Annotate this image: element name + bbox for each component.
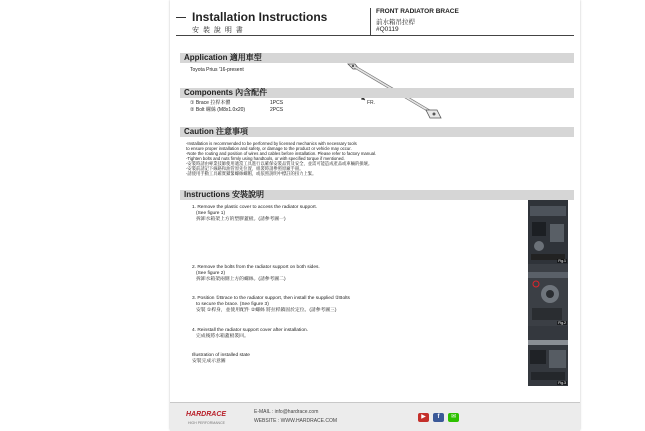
caution-heading: Caution 注意事項 xyxy=(180,127,574,137)
caution-line: -安裝前請記下線路和油管原先位置，組裝時請參照原廠手冊。 xyxy=(186,166,304,171)
components-heading: Components 內含配件 xyxy=(180,88,574,98)
caution-line: -Note the routing and position of wires and cables before installation. Please refer to factory manual. xyxy=(186,151,377,156)
figure-1-photo xyxy=(528,200,568,264)
header-rule xyxy=(176,35,574,36)
product-code: #Q0119 xyxy=(376,26,399,33)
brand-tagline: HIGH PERFORMANCE xyxy=(188,421,225,425)
caution-line: -請使用手動工具確實鎖緊螺絲螺帽，或依照說明中標註的扭力上緊。 xyxy=(186,171,317,176)
step-3-text-cn: 安裝 ①桿身，並使用配件 ②螺絲 將拉桿鎖固於定位。(請參考圖三) xyxy=(196,308,337,313)
header-divider xyxy=(370,8,371,36)
illustration-label-cn: 安裝完成示意圖 xyxy=(192,359,226,364)
brand-logo: HARDRACE xyxy=(186,411,227,418)
step-2-text: 2. Remove the bolts from the radiator support on both sides. xyxy=(192,265,320,270)
product-name: FRONT RADIATOR BRACE xyxy=(376,8,459,15)
vehicle-fitment: Toyota Prius '16-present xyxy=(190,67,244,73)
front-direction-label: FR. xyxy=(367,100,376,106)
step-4-text: 4. Reinstall the radiator support cover after installation. xyxy=(192,328,308,333)
step-1-text-cn: 拆卸水箱架上方的塑膠蓋板。(請參考圖一) xyxy=(196,217,286,222)
component-1-name: ① Brace 拉桿本體 xyxy=(190,100,231,106)
component-2-qty: 2PCS xyxy=(270,107,284,113)
caution-line: -Installation is recommended to be performed by licensed mechanics with necessary tools xyxy=(186,141,357,146)
step-4-text-cn: 完成後將水箱蓋板裝回。 xyxy=(196,334,249,339)
wechat-icon[interactable]: ✉ xyxy=(448,413,459,422)
figure-3-label: Fig.3 xyxy=(558,381,566,385)
component-1-qty: 1PCS xyxy=(270,100,284,106)
instruction-sheet xyxy=(170,0,580,430)
contact-email[interactable]: E-MAIL : info@hardrace.com xyxy=(254,409,319,415)
figure-2-label: Fig.2 xyxy=(558,321,566,325)
application-heading: Application 適用車型 xyxy=(180,53,574,63)
step-2-ref: (See figure 2) xyxy=(196,271,226,276)
instructions-heading: Instructions 安裝說明 xyxy=(180,190,574,200)
figure-1-label: Fig.1 xyxy=(558,259,566,263)
header-mark xyxy=(176,17,186,18)
facebook-icon[interactable]: f xyxy=(433,413,444,422)
contact-website[interactable]: WEBSITE : WWW.HARDRACE.COM xyxy=(254,418,338,424)
caution-line: to ensure proper installation and safety, or damage to the product or vehicle may occur. xyxy=(186,146,352,151)
component-2-name: ② Bolt 螺絲 (M8x1.0x20) xyxy=(190,107,246,113)
step-2-text-cn: 拆卸水箱架兩側上方的螺絲。(請參考圖二) xyxy=(196,277,286,282)
document-subtitle: 安 裝 說 明 書 xyxy=(192,27,244,34)
caution-line: -安裝時請由專業技師使用適當工具進行以確保安裝品質及安全，並需可能造成產品或車輛的損壞。 xyxy=(186,161,373,166)
youtube-icon[interactable]: ▶ xyxy=(418,413,429,422)
product-name-cn: 前水箱吊拉桿 xyxy=(376,19,415,26)
caution-line: -Tighten bolts and nuts firmly using handtools, or with specified torque if mentioned. xyxy=(186,156,345,161)
engine-bay-illustration xyxy=(528,264,568,326)
footer xyxy=(170,402,580,431)
document-title: Installation Instructions xyxy=(192,10,328,24)
illustration-label: Illustration of installed state xyxy=(192,353,250,358)
step-3-text-2: to secure the brace. (See figure 3) xyxy=(196,302,269,307)
figure-3-photo xyxy=(528,326,568,386)
engine-bay-illustration xyxy=(528,326,568,386)
engine-bay-illustration xyxy=(528,200,568,264)
step-1-text: 1. Remove the plastic cover to access the radiator support. xyxy=(192,205,318,210)
figure-2-photo xyxy=(528,264,568,326)
step-1-ref: (See figure 1) xyxy=(196,211,226,216)
step-3-text: 3. Position ①Brace to the radiator support, then install the supplied ②Bolts xyxy=(192,296,350,301)
